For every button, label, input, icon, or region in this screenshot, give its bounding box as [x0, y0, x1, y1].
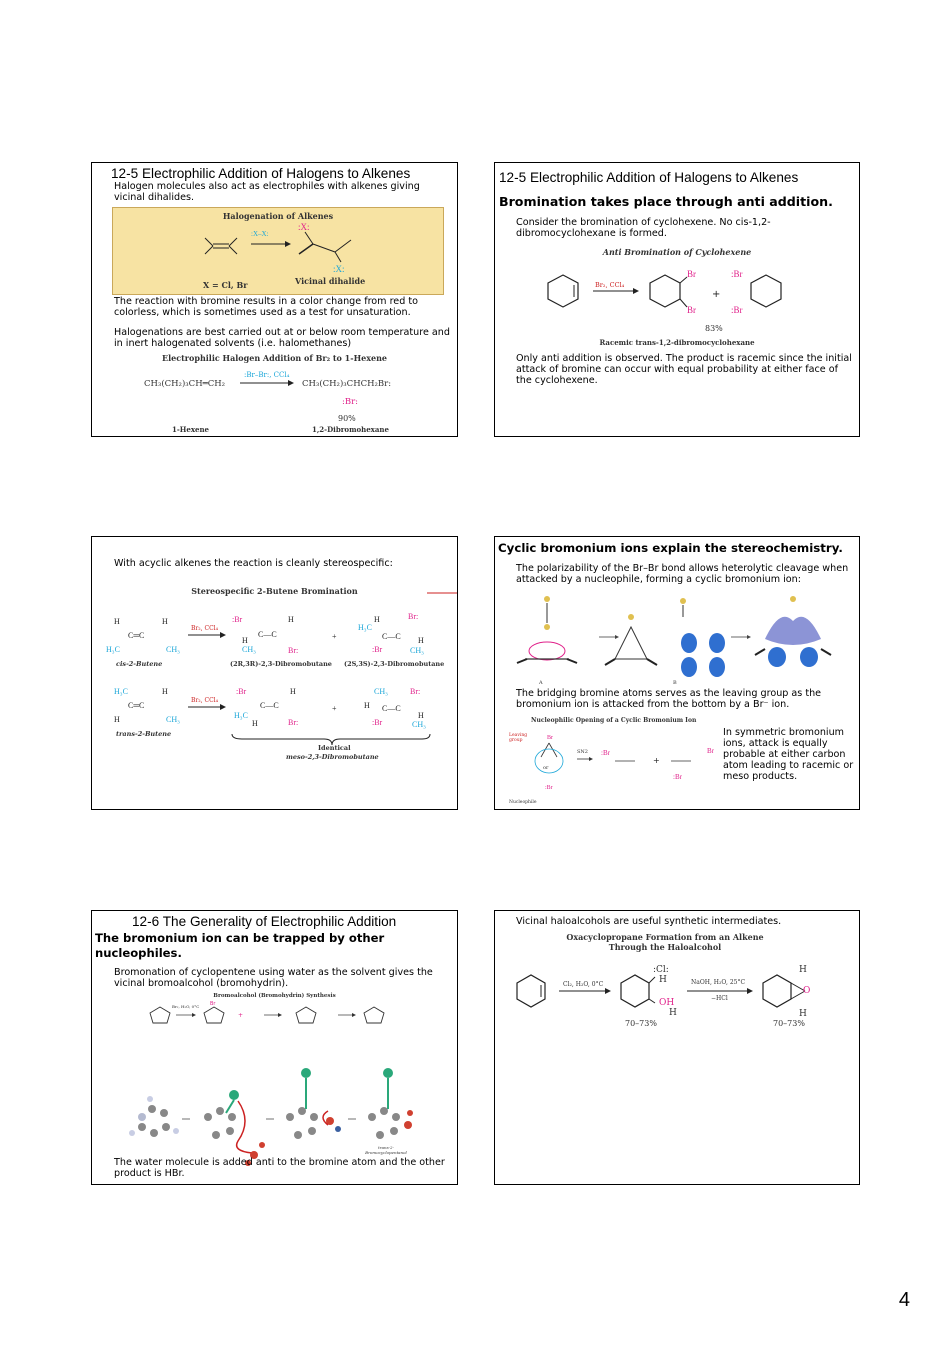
svg-text:Br: Br [687, 305, 696, 315]
bromonium-opening-scheme [505, 727, 735, 810]
identical-label: Identical [318, 744, 351, 752]
meso-name: meso-2,3-Dibromobutane [286, 753, 379, 761]
svg-text:Br:: Br: [288, 646, 299, 655]
slide-5-intro: Bromonation of cyclopentene using water as the solvent gives the vicinal bromoalcohol (bromohydrin). [114, 967, 433, 989]
h-label-1: H [659, 975, 667, 985]
halogenation-figure-title: Halogenation of Alkenes [222, 211, 334, 221]
sn2-label: SN2 [577, 749, 588, 755]
svg-text::Br: :Br [372, 718, 383, 727]
slide-3 [91, 536, 458, 810]
butene-reagent-cis: Br₂, CCl₄ [191, 625, 219, 632]
svg-text:H₃C: H₃C [358, 623, 372, 632]
oh-label: OH [659, 998, 675, 1008]
svg-text:+: + [332, 632, 337, 641]
svg-text::Br: :Br [232, 615, 243, 624]
trans-butene-name: trans-2-Butene [116, 730, 172, 738]
o-label: O [803, 986, 811, 996]
butene-figure-title: Stereospecific 2-Butene Bromination [191, 586, 358, 596]
oxacyclopropane-figure-title: Oxacyclopropane Formation from an Alkene Through the Haloalcohol [566, 932, 764, 952]
svg-text:H: H [418, 711, 424, 720]
svg-text:Br: Br [687, 269, 696, 279]
yield-1: 70–73% [625, 1019, 657, 1028]
slide-1 [91, 162, 458, 437]
prod-rr-name: (2R,3R)-2,3-Dibromobutane [230, 660, 332, 668]
label-b: B [673, 680, 677, 686]
svg-text::Br: :Br [372, 645, 383, 654]
slide-2-p1: Only anti addition is observed. The product is racemic since the initial attack of bromine can occur with equal probability at either face of the cyclohexene. [516, 353, 852, 386]
vicinal-dihalide-label: Vicinal dihalide [295, 276, 366, 286]
slide-1-title: 12-5 Electrophilic Addition of Halogens to Alkenes [111, 166, 411, 181]
leaving-group-label: Leaving group [509, 733, 528, 743]
svg-text:CH₃: CH₃ [374, 687, 388, 696]
svg-text:+: + [238, 1012, 244, 1019]
prod-ss-name: (2S,3S)-2,3-Dibromobutane [344, 660, 445, 668]
slide-6-intro: Vicinal haloalcohols are useful synthetic intermediates. [516, 916, 782, 927]
svg-text::Br: :Br [731, 305, 743, 315]
svg-text:H₃C: H₃C [114, 687, 128, 696]
slide-4-intro: The polarizability of the Br–Br bond allows heterolytic cleavage when attacked by a nucleophile, forming a cyclic bromonium ion: [516, 563, 849, 585]
slide-2-intro: Consider the bromination of cyclohexene. No cis-1,2-dibromocyclohexane is formed. [516, 217, 771, 239]
h-label-4: H [799, 1009, 807, 1019]
slide-3-intro: With acyclic alkenes the reaction is cleanly stereospecific: [114, 558, 393, 569]
svg-text:Br:: Br: [410, 687, 421, 696]
bromohydrin-reagent: Br₂, H₂O, 0°C [172, 1004, 200, 1009]
reagent-1: Cl₂, H₂O, 0°C [563, 981, 604, 988]
slide-2-subtitle: Bromination takes place through anti addition. [499, 194, 833, 209]
svg-text:H: H [162, 617, 168, 626]
svg-text:H: H [114, 617, 120, 626]
page-number: 4 [898, 1289, 910, 1311]
svg-text:Br: Br [707, 747, 714, 755]
hexene-reagent: :Br–Br:, CCl₄ [244, 371, 290, 379]
svg-text:H: H [288, 615, 294, 624]
slide-4-p1: The bridging bromine atoms serves as the leaving group as the bromonium ion is attacked from the bottom by a Br⁻ ion. [516, 688, 822, 710]
svg-text::Br: :Br [731, 269, 743, 279]
svg-text:H: H [364, 701, 370, 710]
svg-text:H: H [290, 687, 296, 696]
halogenation-scheme [113, 208, 443, 294]
slide-5-subtitle: The bromonium ion can be trapped by other nucleophiles. [95, 931, 385, 960]
svg-text::X:: :X: [298, 222, 310, 232]
svg-text:CH₃: CH₃ [410, 646, 424, 655]
hexene-reactant: CH₃(CH₂)₃CH═CH₂ [144, 379, 226, 389]
cl-label: :Cl: [653, 965, 669, 975]
svg-text::Br: :Br [236, 687, 247, 696]
slide-1-p2: Halogenations are best carried out at or below room temperature and in inert halogenated solvents (i.e. halomethanes) [114, 327, 450, 349]
svg-text:H: H [418, 636, 424, 645]
bromohydrin-figure-title: Bromoalcohol (Bromohydrin) Synthesis [213, 993, 336, 999]
slide-2 [494, 162, 860, 437]
svg-text:C—C: C—C [258, 630, 277, 639]
svg-text:Br:: Br: [408, 612, 419, 621]
hexene-reactant-name: 1-Hexene [172, 425, 210, 434]
svg-text::X:: :X: [333, 264, 345, 274]
svg-text:CH₃: CH₃ [166, 645, 180, 654]
cyclohexene-figure-title: Anti Bromination of Cyclohexene [602, 247, 752, 257]
bromohydrin-product-name: trans-2-Bromocyclopentanol [365, 1145, 407, 1155]
cis-butene-name: cis-2-Butene [116, 660, 163, 668]
svg-text:+: + [712, 289, 721, 300]
svg-text:H: H [242, 636, 248, 645]
butene-reagent-trans: Br₂, CCl₄ [191, 697, 219, 704]
svg-text:C—C: C—C [382, 632, 401, 641]
slide-1-intro: Halogen molecules also act as electrophiles with alkenes giving vicinal dihalides. [114, 181, 420, 203]
hexene-figure-title: Electrophilic Halogen Addition of Br₂ to 1-Hexene [162, 353, 387, 363]
label-a: A [539, 680, 543, 686]
svg-text:+: + [332, 704, 337, 713]
svg-text::X–X:: :X–X: [251, 230, 269, 238]
slide-2-title: 12-5 Electrophilic Addition of Halogens to Alkenes [499, 170, 799, 185]
svg-text:H: H [374, 615, 380, 624]
slide-5-title: 12-6 The Generality of Electrophilic Addition [132, 914, 397, 929]
or-label: or [543, 765, 549, 771]
slide-4-p2: In symmetric bromonium ions, attack is equally probable at either carbon atom leading to racemic or meso products. [723, 727, 854, 782]
h-label-3: H [799, 965, 807, 975]
slide-5-p1: The water molecule is added anti to the bromine atom and the other product is HBr. [114, 1157, 445, 1179]
svg-text::Br: :Br [673, 773, 682, 781]
slide-4 [494, 536, 860, 810]
hexene-product-br: :Br: [342, 397, 359, 407]
halogenation-figure [112, 207, 444, 295]
svg-text:Br: Br [210, 1001, 216, 1007]
svg-text:C═C: C═C [128, 631, 145, 640]
svg-text:C—C: C—C [260, 701, 279, 710]
svg-text:H₃C: H₃C [234, 711, 248, 720]
bromonium-orbital-figure [495, 587, 860, 687]
svg-text:H: H [114, 715, 120, 724]
svg-text:H: H [162, 687, 168, 696]
svg-text:C═C: C═C [128, 701, 145, 710]
hexene-product: CH₃(CH₂)₃CHCH₂Br: [302, 379, 392, 389]
slide-4-subtitle: Cyclic bromonium ions explain the stereochemistry. [498, 541, 843, 555]
svg-text:CH₃: CH₃ [412, 720, 426, 729]
slide-6 [494, 910, 860, 1185]
hexene-yield: 90% [338, 414, 356, 423]
hexene-scheme [92, 358, 458, 437]
yield-2: 70–73% [773, 1019, 805, 1028]
svg-text::Br: :Br [545, 785, 553, 791]
cyclohexene-yield: 83% [705, 324, 723, 333]
reagent-2: NaOH, H₂O, 25°C [691, 979, 746, 986]
h-label-2: H [669, 1008, 677, 1018]
bromonium-opening-title: Nucleophilic Opening of a Cyclic Bromonium Ion [531, 717, 697, 724]
svg-text:+: + [653, 756, 660, 765]
svg-text:CH₃: CH₃ [166, 715, 180, 724]
svg-text:C—C: C—C [382, 704, 401, 713]
svg-text:H₃C: H₃C [106, 645, 120, 654]
slide-5 [91, 910, 458, 1185]
slide-1-p1: The reaction with bromine results in a color change from red to colorless, which is sometimes used as a test for unsaturation. [114, 296, 418, 318]
butene-scheme [92, 597, 458, 777]
svg-text::Br: :Br [601, 749, 610, 757]
cyclohexene-scheme [495, 259, 860, 349]
svg-text:CH₃: CH₃ [242, 645, 256, 654]
cyclohexene-caption: Racemic trans-1,2-dibromocyclohexane [599, 338, 755, 347]
hexene-product-name: 1,2-Dibromohexane [312, 425, 389, 434]
svg-text:Br:: Br: [288, 718, 299, 727]
reagent-2b: −HCl [711, 995, 728, 1002]
halogen-note: X = Cl, Br [203, 280, 248, 290]
svg-text:H: H [252, 719, 258, 728]
nucleophile-label: Nucleophile [509, 800, 537, 805]
svg-text:Br: Br [547, 735, 553, 741]
cyclohexene-reagent: Br₂, CCl₄ [595, 281, 625, 289]
